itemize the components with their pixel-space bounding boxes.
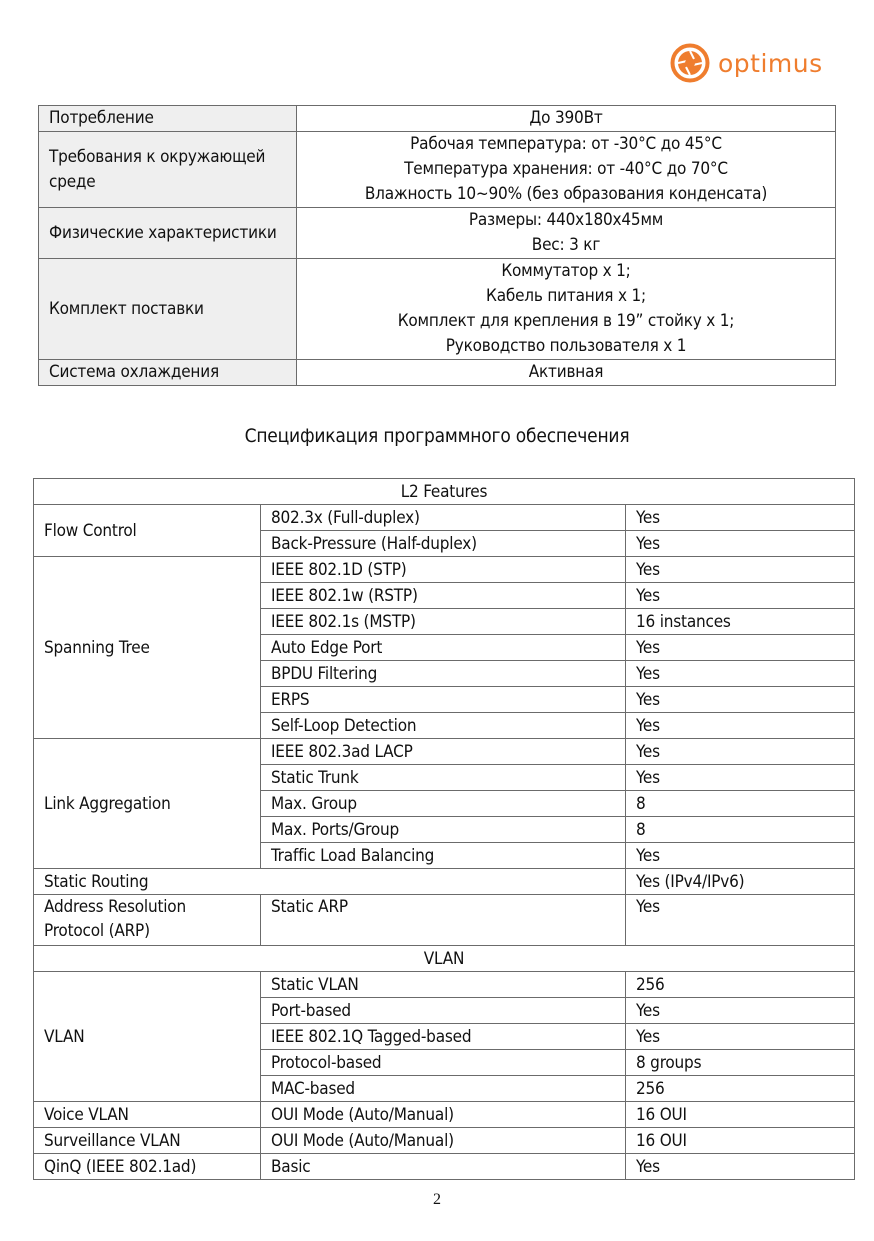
value-cell: 8 — [626, 817, 855, 843]
table-row — [39, 132, 836, 208]
value-line: Температура хранения: от -40°C до 70°C — [404, 159, 728, 179]
value-cell: Yes (IPv4/IPv6) — [626, 869, 855, 895]
feature-cell: ERPS — [261, 687, 626, 713]
value-cell: Yes — [626, 505, 855, 531]
value-cell: Yes — [626, 895, 855, 946]
value-line: Кабель питания x 1; — [486, 286, 646, 306]
table-row — [39, 259, 836, 360]
table-row — [34, 895, 855, 946]
row-value — [297, 132, 836, 208]
brand-logo — [670, 42, 823, 84]
category-qinq: QinQ (IEEE 802.1ad) — [34, 1154, 261, 1180]
feature-cell: Max. Ports/Group — [261, 817, 626, 843]
value-line: Активная — [528, 362, 604, 382]
table-row — [34, 739, 855, 765]
value-line: Размеры: 440x180x45мм — [468, 210, 664, 230]
value-line: Влажность 10~90% (без образования конденсата) — [364, 184, 768, 204]
feature-cell: 802.3x (Full-duplex) — [261, 505, 626, 531]
feature-cell: Protocol-based — [261, 1050, 626, 1076]
value-cell: Yes — [626, 531, 855, 557]
value-line: До 390Вт — [529, 108, 603, 128]
aperture-logo-icon — [670, 43, 710, 83]
table-row — [34, 1128, 855, 1154]
table-row — [39, 106, 836, 132]
table-row — [39, 208, 836, 259]
feature-cell: OUI Mode (Auto/Manual) — [261, 1102, 626, 1128]
feature-cell: IEEE 802.1D (STP) — [261, 557, 626, 583]
feature-cell: IEEE 802.1Q Tagged-based — [261, 1024, 626, 1050]
feature-cell: Static ARP — [261, 895, 626, 946]
value-cell: Yes — [626, 1024, 855, 1050]
row-label: Потребление — [39, 106, 297, 132]
value-cell: Yes — [626, 661, 855, 687]
group-header-l2: L2 Features — [34, 479, 855, 505]
feature-cell: MAC-based — [261, 1076, 626, 1102]
table-row — [34, 505, 855, 531]
software-spec-table — [33, 478, 855, 1180]
value-line: Коммутатор x 1; — [501, 261, 631, 281]
feature-cell: Static VLAN — [261, 972, 626, 998]
table-row — [39, 360, 836, 386]
value-cell: Yes — [626, 635, 855, 661]
value-cell: Yes — [626, 765, 855, 791]
value-cell: Yes — [626, 843, 855, 869]
row-label: Комплект поставки — [39, 259, 297, 360]
row-value — [297, 360, 836, 386]
category-flow-control: Flow Control — [34, 505, 261, 557]
value-cell: Yes — [626, 713, 855, 739]
value-line: Рабочая температура: от -30°C до 45°C — [410, 134, 722, 154]
value-cell: Yes — [626, 739, 855, 765]
row-label — [39, 208, 297, 259]
feature-cell: Back-Pressure (Half-duplex) — [261, 531, 626, 557]
value-cell: Yes — [626, 1154, 855, 1180]
value-cell: 8 groups — [626, 1050, 855, 1076]
category-spanning-tree: Spanning Tree — [34, 557, 261, 739]
label-text: Физические характеристики — [49, 222, 277, 243]
row-label: Система охлаждения — [39, 360, 297, 386]
category-voice-vlan: Voice VLAN — [34, 1102, 261, 1128]
value-cell: 8 — [626, 791, 855, 817]
feature-cell: OUI Mode (Auto/Manual) — [261, 1128, 626, 1154]
group-header-vlan: VLAN — [34, 946, 855, 972]
table-row — [34, 869, 855, 895]
feature-cell: IEEE 802.1w (RSTP) — [261, 583, 626, 609]
group-header-row — [34, 946, 855, 972]
category-static-routing: Static Routing — [34, 869, 626, 895]
feature-cell: Self-Loop Detection — [261, 713, 626, 739]
value-line: Руководство пользователя x 1 — [445, 336, 687, 356]
value-cell: Yes — [626, 998, 855, 1024]
value-cell: 256 — [626, 972, 855, 998]
value-cell: Yes — [626, 557, 855, 583]
value-cell: 256 — [626, 1076, 855, 1102]
value-cell: 16 OUI — [626, 1128, 855, 1154]
brand-name: optimus — [718, 48, 823, 78]
feature-cell: Static Trunk — [261, 765, 626, 791]
table-row — [34, 1102, 855, 1128]
feature-cell: IEEE 802.1s (MSTP) — [261, 609, 626, 635]
category-surveillance-vlan: Surveillance VLAN — [34, 1128, 261, 1154]
feature-cell: BPDU Filtering — [261, 661, 626, 687]
category-link-aggregation: Link Aggregation — [34, 739, 261, 869]
section-title: Спецификация программного обеспечения — [244, 425, 630, 447]
feature-cell: Port-based — [261, 998, 626, 1024]
page-number: 2 — [433, 1191, 441, 1208]
row-value — [297, 106, 836, 132]
table-row — [34, 972, 855, 998]
feature-cell: Basic — [261, 1154, 626, 1180]
table-row — [34, 1154, 855, 1180]
value-cell: Yes — [626, 687, 855, 713]
group-header-row — [34, 479, 855, 505]
category-arp: Address Resolution Protocol (ARP) — [34, 895, 261, 946]
feature-cell: IEEE 802.3ad LACP — [261, 739, 626, 765]
value-cell: Yes — [626, 583, 855, 609]
table-row — [34, 557, 855, 583]
value-cell: 16 OUI — [626, 1102, 855, 1128]
hardware-spec-table — [38, 105, 836, 386]
feature-cell: Max. Group — [261, 791, 626, 817]
row-value — [297, 208, 836, 259]
value-line: Комплект для крепления в 19” стойку x 1; — [397, 311, 735, 331]
value-line: Вес: 3 кг — [531, 235, 601, 255]
value-cell: 16 instances — [626, 609, 855, 635]
category-vlan: VLAN — [34, 972, 261, 1102]
feature-cell: Traffic Load Balancing — [261, 843, 626, 869]
row-value — [297, 259, 836, 360]
feature-cell: Auto Edge Port — [261, 635, 626, 661]
label-text: Требования к окружающей среде — [49, 146, 266, 192]
row-label — [39, 132, 297, 208]
